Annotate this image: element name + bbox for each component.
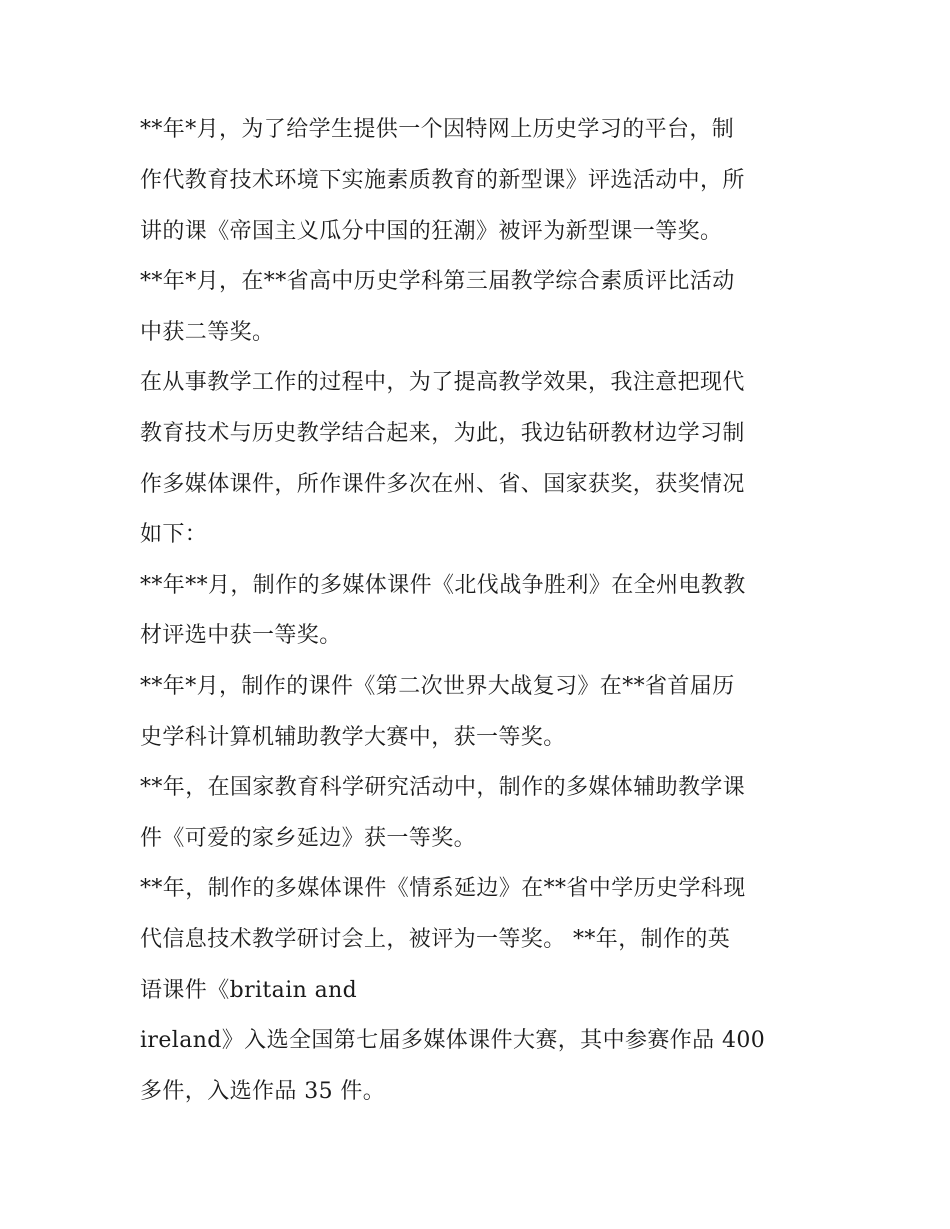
text-line: 语课件《britain and: [140, 978, 358, 1003]
text-line: **年*月，在**省高中历史学科第三届教学综合素质评比活动: [140, 269, 735, 294]
text-line: 在从事教学工作的过程中，为了提高教学效果，我注意把现代: [140, 370, 745, 395]
text-line: **年**月，制作的多媒体课件《北伐战争胜利》在全州电教教: [140, 573, 746, 598]
text-line: 作多媒体课件，所作课件多次在州、省、国家获奖，获奖情况: [140, 472, 745, 497]
text-line: 多件，入选作品 35 件。: [140, 1079, 386, 1104]
text-line: **年，在国家教育科学研究活动中，制作的多媒体辅助教学课: [140, 775, 746, 800]
text-line: 教育技术与历史教学结合起来，为此，我边钻研教材边学习制: [140, 421, 745, 446]
text-line: **年，制作的多媒体课件《情系延边》在**省中学历史学科现: [140, 876, 746, 901]
text-line: 中获二等奖。: [140, 320, 275, 345]
text-line: 件《可爱的家乡延边》获一等奖。: [140, 826, 477, 851]
text-line: **年*月，为了给学生提供一个因特网上历史学习的平台，制: [140, 117, 735, 142]
text-line: **年*月，制作的课件《第二次世界大战复习》在**省首届历: [140, 674, 735, 699]
text-line: 讲的课《帝国主义瓜分中国的狂潮》被评为新型课一等奖。: [140, 219, 723, 244]
text-line: 如下：: [140, 522, 208, 547]
text-line: ireland》入选全国第七届多媒体课件大赛，其中参赛作品 400: [140, 1028, 766, 1053]
text-line: 史学科计算机辅助教学大赛中，获一等奖。: [140, 725, 566, 750]
text-line: 代信息技术教学研讨会上，被评为一等奖。 **年，制作的英: [140, 927, 731, 952]
text-line: 作代教育技术环境下实施素质教育的新型课》评选活动中，所: [140, 168, 745, 193]
text-line: 材评选中获一等奖。: [140, 623, 342, 648]
